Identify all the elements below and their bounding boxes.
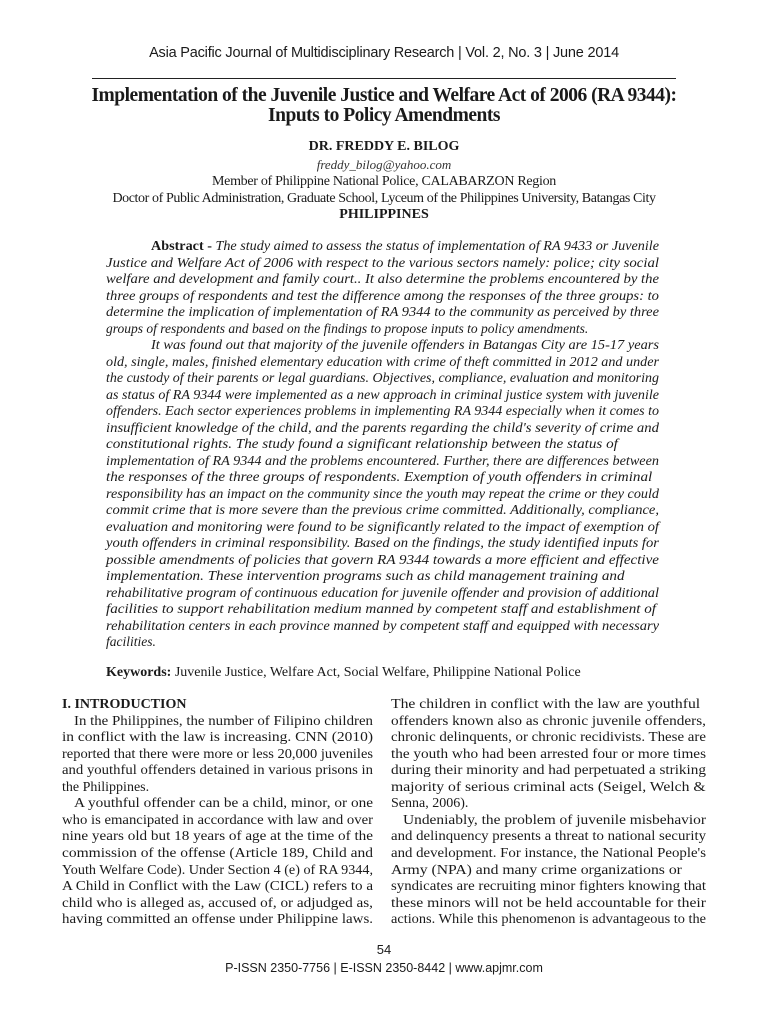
body-line [391,780,706,796]
line-text [391,912,706,928]
line-content: In the Philippines, the number of Filipino children [74,713,373,729]
line-content: three groups of respondents and test the difference among the responses of the three groups: to [106,287,659,303]
line-content: possible amendments of policies that govern RA 9344 towards a more efficient and effective [106,551,659,567]
line-text [106,271,659,287]
abstract-line [106,568,659,584]
line-text [106,354,659,370]
body-line [62,896,373,912]
line-content: evaluation and monitoring were found to be significantly related to the impact of exemption of [106,518,659,534]
line-content: who is emancipated in accordance with law and over [62,812,373,828]
abstract-line [106,321,659,337]
body-line [391,863,706,879]
line-text [74,714,373,730]
line-text [391,714,706,730]
line-content: groups of respondents and based on the findings to propose inputs to policy amendments. [106,320,589,336]
line-text [62,896,373,912]
author-name: DR. FREDDY E. BILOG [308,139,460,154]
line-content: It was found out that majority of the juvenile offenders in Batangas City are 15-17 years [151,337,659,352]
body-line [391,714,706,730]
line-content: chronic delinquents, or chronic recidivists. These are [391,730,706,746]
body-line [391,912,706,928]
line-text [106,469,652,485]
line-text [106,387,659,403]
line-text [391,829,706,845]
line-text [62,863,373,879]
line-text [62,763,373,779]
line-text [391,879,706,895]
running-head: Asia Pacific Journal of Multidisciplinary Research | Vol. 2, No. 3 | June 2014 [149,45,619,61]
line-text [106,288,659,304]
line-content: rehabilitative program of continuous education for juvenile offender and provision of additional [106,584,659,600]
line-content: Youth Welfare Code). Under Section 4 (e) of RA 9344, [62,862,373,878]
abstract-line [106,552,659,568]
line-content: facilities. [106,634,156,649]
body-line [391,763,706,779]
line-content: the custody of their parents or legal guardians. Objectives, compliance, evaluation and monitoring [106,370,659,385]
line-content: nine years old but 18 years of age at the time of the [62,829,373,845]
abstract-line [106,420,659,436]
line-content: reported that there were more or less 20,000 juveniles [62,746,373,762]
line-content: welfare and development and family court.. It also determine the problems encountered by the [106,271,659,286]
abstract-line [106,634,659,650]
author-affiliation-1: Member of Philippine National Police, CALABARZON Region [212,174,556,189]
line-content: constitutional rights. The study found a significant relationship between the status of [106,436,618,451]
abstract-line [106,601,659,617]
line-content: commit crime that is more severe than the previous crime committed. Additionally, compliance, [106,502,659,517]
body-line [62,780,373,796]
line-content: Senna, 2006). [391,796,469,812]
line-text [106,486,659,502]
line-content: determine the implication of implementation of RA 9344 to the community as perceived by three [106,304,659,319]
body-line [62,879,373,895]
line-text [106,568,625,584]
body-line [62,863,373,879]
line-content: responsibility has an impact on the community since the youth may repeat the crime or they could [106,485,659,501]
abstract-line [106,436,659,452]
author-country: PHILIPPINES [339,207,429,222]
line-content: syndicates are recruiting minor fighters knowing that [391,879,706,895]
body-line [62,747,373,763]
line-text [106,304,659,320]
line-content: The children in conflict with the law are youthful [391,697,701,712]
body-line [62,813,373,829]
line-content: offenders known also as chronic juvenile offenders, [391,713,706,729]
line-text [106,634,156,650]
line-text [106,519,659,535]
abstract-line [106,486,659,502]
line-text [106,601,656,617]
section-heading [62,697,373,713]
line-text [391,796,468,812]
line-content: offenders. Each sector experiences problems in implementing RA 9344 especially when it comes to [106,403,659,418]
line-text [62,912,373,928]
abstract-line [151,238,659,254]
abstract-line [106,502,659,518]
line-text [106,535,659,551]
body-line [391,846,706,862]
line-text [106,618,659,634]
body-line [391,879,706,895]
abstract-line [106,618,659,634]
line-text [62,846,373,862]
abstract-line [106,585,659,601]
abstract-line [106,271,659,287]
footer-issn: P-ISSN 2350-7756 | E-ISSN 2350-8442 | www.apjmr.com [225,961,543,975]
line-text [403,813,706,829]
body-line [62,763,373,779]
line-content: the Philippines. [62,779,150,795]
line-text [106,585,659,601]
body-line [391,747,706,763]
line-text [391,747,706,763]
line-text [151,238,659,254]
abstract-line [106,535,659,551]
line-text [391,896,706,912]
line-content: during their minority and had perpetuated a striking [391,763,706,779]
page-number: 54 [376,942,392,957]
abstract-line [106,403,659,419]
body-line [391,896,706,912]
line-content: having committed an offense under Philippine laws. [62,912,373,928]
line-text [62,829,373,845]
body-line [391,697,706,713]
paper-title-line-1: Implementation of the Juvenile Justice and Welfare Act of 2006 (RA 9344): [91,85,677,106]
line-text [151,337,659,353]
line-text [106,552,659,568]
line-content: as status of RA 9344 were implemented as a new approach in criminal justice system with juvenile [106,386,659,402]
abstract-line [106,519,659,535]
body-line [74,714,373,730]
line-content: majority of serious criminal acts (Seigel, Welch & [391,779,706,795]
body-line [62,912,373,928]
line-content: the responses of the three groups of respondents. Exemption of youth offenders in criminal [106,469,653,484]
line-content: in conflict with the law is increasing. CNN (2010) [62,730,373,746]
abstract-line [106,387,659,403]
line-content: The study aimed to assess the status of implementation of RA 9433 or Juvenile [215,238,659,253]
abstract-line [106,288,659,304]
line-content: and development. For instance, the National People's [391,845,706,861]
body-line [62,730,373,746]
line-content: these minors will not be held accountable for their [391,895,706,911]
abstract-line [106,370,659,386]
line-content: the youth who had been arrested four or more times [391,746,706,762]
line-text [62,780,149,796]
line-content: old, single, males, finished elementary education with crime of theft committed in 2012 and under [106,353,659,369]
author-email[interactable]: freddy_bilog@yahoo.com [316,157,452,172]
line-content: actions. While this phenomenon is advantageous to the [391,912,706,928]
line-content: Undeniably, the problem of juvenile misbehavior [403,812,706,828]
keywords-label: Keywords: [106,665,172,680]
body-line [391,796,706,812]
line-text [106,453,659,469]
abstract-line [106,453,659,469]
line-text [106,370,659,386]
line-content: A youthful offender can be a child, minor, or one [74,796,373,812]
line-content: commission of the offense (Article 189, Child and [62,845,373,861]
abstract-line [106,354,659,370]
line-text [391,863,682,879]
line-content: Justice and Welfare Act of 2006 with respect to the various sectors namely: police; city social [106,254,659,270]
abstract-line [106,255,659,271]
body-line [62,829,373,845]
body-line [74,796,373,812]
line-content: A Child in Conflict with the Law (CICL) refers to a [62,879,373,895]
body-line [391,730,706,746]
body-line [391,829,706,845]
line-text [62,730,373,746]
paper-title-line-2: Inputs to Policy Amendments [268,105,500,126]
line-text [106,255,659,271]
line-text [106,321,588,337]
line-text [106,436,618,452]
abstract-line [106,304,659,320]
line-content: rehabilitation centers in each province manned by competent staff and equipped with necessary [106,617,659,633]
line-content: insufficient knowledge of the child, and the parents regarding the child's severity of crime and [106,419,659,435]
line-content: implementation. These intervention programs such as child management training and [106,568,625,583]
line-content: facilities to support rehabilitation medium manned by competent staff and establishment of [106,601,657,616]
line-content: and youthful offenders detained in various prisons in [62,763,373,779]
keywords-text: Juvenile Justice, Welfare Act, Social Welfare, Philippine National Police [171,665,581,680]
line-text [391,846,706,862]
line-content: child who is alleged as, accused of, or adjudged as, [62,895,373,911]
line-text [62,813,373,829]
body-line [62,846,373,862]
line-content: Army (NPA) and many crime organizations or [391,862,682,878]
line-content: and delinquency presents a threat to national security [391,829,706,845]
line-text [74,796,373,812]
line-text [106,403,659,419]
line-content: implementation of RA 9344 and the problems encountered. Further, there are differences between [106,452,659,468]
line-text [62,879,373,895]
abstract-label: Abstract - [151,238,216,253]
line-text [391,697,700,713]
abstract-line [151,337,659,353]
author-affiliation-2: Doctor of Public Administration, Graduate School, Lyceum of the Philippines University, Batangas City [112,191,656,206]
line-text [106,502,659,518]
keywords [106,665,581,681]
line-text [106,420,659,436]
body-line [403,813,706,829]
abstract-line [106,469,659,485]
line-text [391,780,706,796]
line-content: I. INTRODUCTION [62,697,187,712]
line-text [391,730,706,746]
line-text [391,763,706,779]
header-rule [92,78,676,79]
line-text [62,697,186,713]
line-content: youth offenders in criminal responsibility. Based on the findings, the study identified inputs for [106,535,659,550]
line-text [62,747,373,763]
